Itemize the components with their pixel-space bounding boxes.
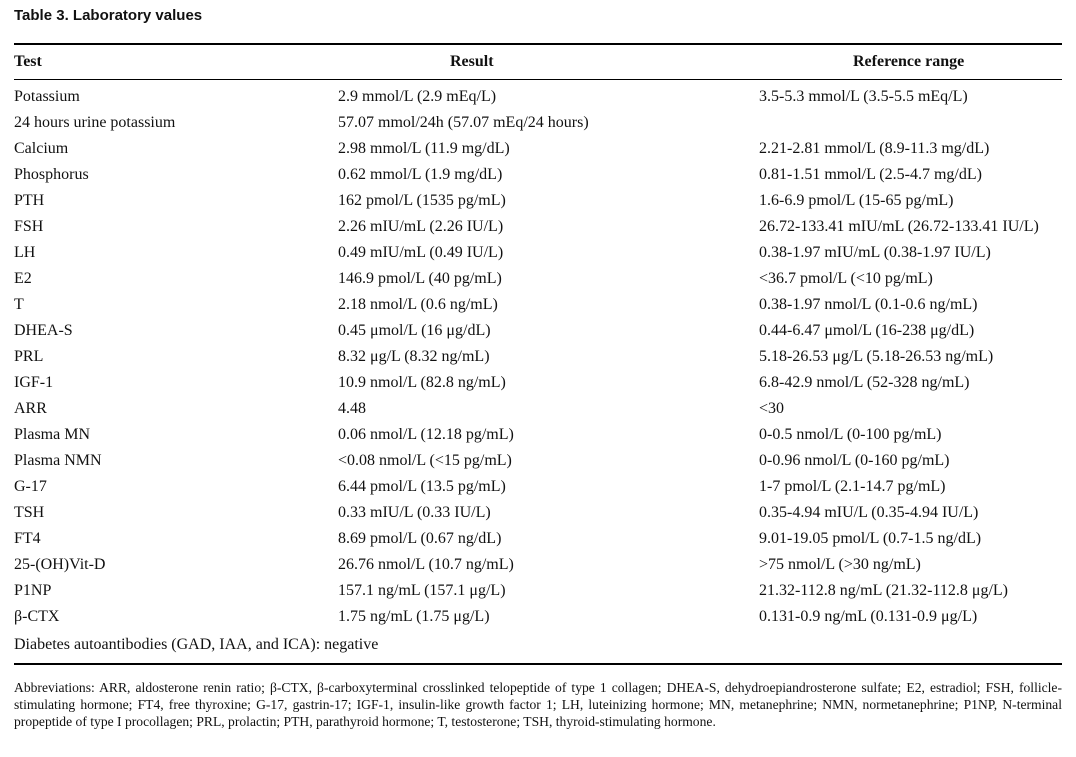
cell-reference-range: 6.8-42.9 nmol/L (52-328 ng/mL) <box>759 374 970 391</box>
column-header-reference-range: Reference range <box>853 53 965 70</box>
cell-result: 2.98 mmol/L (11.9 mg/dL) <box>338 140 510 157</box>
cell-test: FSH <box>14 218 44 235</box>
cell-result: 0.06 nmol/L (12.18 pg/mL) <box>338 426 514 443</box>
cell-result: 2.26 mIU/mL (2.26 IU/L) <box>338 218 504 235</box>
column-header-result: Result <box>450 53 494 70</box>
cell-reference-range: 9.01-19.05 pmol/L (0.7-1.5 ng/dL) <box>759 530 982 547</box>
cell-test: 24 hours urine potassium <box>14 114 176 131</box>
cell-reference-range: >75 nmol/L (>30 ng/mL) <box>759 556 921 573</box>
cell-test: Plasma NMN <box>14 452 102 469</box>
table-row <box>14 476 1076 502</box>
cell-test: G-17 <box>14 478 47 495</box>
table-row <box>14 372 1076 398</box>
cell-reference-range: 0.81-1.51 mmol/L (2.5-4.7 mg/dL) <box>759 166 982 183</box>
cell-result: 10.9 nmol/L (82.8 ng/mL) <box>338 374 506 391</box>
table-row <box>14 502 1076 528</box>
cell-result: 8.32 μg/L (8.32 ng/mL) <box>338 348 490 365</box>
cell-test: β-CTX <box>14 608 60 625</box>
table-row <box>14 320 1076 346</box>
cell-test: DHEA-S <box>14 322 73 339</box>
cell-result: 2.9 mmol/L (2.9 mEq/L) <box>338 88 497 105</box>
cell-reference-range: 0.44-6.47 μmol/L (16-238 μg/dL) <box>759 322 975 339</box>
cell-test: PRL <box>14 348 44 365</box>
cell-result: 6.44 pmol/L (13.5 pg/mL) <box>338 478 506 495</box>
table-top-rule <box>14 43 1062 45</box>
cell-result: 162 pmol/L (1535 pg/mL) <box>338 192 506 209</box>
cell-reference-range: 0.38-1.97 mIU/mL (0.38-1.97 IU/L) <box>759 244 991 261</box>
cell-result: 26.76 nmol/L (10.7 ng/mL) <box>338 556 514 573</box>
table-row <box>14 242 1076 268</box>
cell-reference-range: 0.38-1.97 nmol/L (0.1-0.6 ng/mL) <box>759 296 978 313</box>
table-row <box>14 138 1076 164</box>
cell-test: Phosphorus <box>14 166 89 183</box>
table-row <box>14 164 1076 190</box>
cell-test: 25-(OH)Vit-D <box>14 556 106 573</box>
cell-reference-range: <36.7 pmol/L (<10 pg/mL) <box>759 270 933 287</box>
table-row <box>14 216 1076 242</box>
cell-test: Calcium <box>14 140 69 157</box>
cell-test: FT4 <box>14 530 41 547</box>
cell-result: 0.33 mIU/L (0.33 IU/L) <box>338 504 491 521</box>
cell-reference-range: 1.6-6.9 pmol/L (15-65 pg/mL) <box>759 192 954 209</box>
table-row <box>14 86 1076 112</box>
abbreviations-footnote: Abbreviations: ARR, aldosterone renin ratio; β-CTX, β-carboxyterminal crosslinked telopeptide of type 1 collagen; DHEA-S, dehydroepiandrosterone sulfate; E2, estradiol; FSH, follicle-stimulating hormone; FT4, free thyroxine; G-17, gastrin-17; IGF-1, insulin-like growth factor 1; LH, luteinizing hormone; MN, metanephrine; NMN, normetanephrine; P1NP, N-terminal propeptide of type I procollagen; PRL, prolactin; PTH, parathyroid hormone; T, testosterone; TSH, thyroid-stimulating hormone. <box>14 680 1062 729</box>
cell-reference-range: 21.32-112.8 ng/mL (21.32-112.8 μg/L) <box>759 582 1008 599</box>
cell-reference-range: 1-7 pmol/L (2.1-14.7 pg/mL) <box>759 478 946 495</box>
table-row <box>14 294 1076 320</box>
cell-reference-range: 0-0.96 nmol/L (0-160 pg/mL) <box>759 452 950 469</box>
table-row <box>14 528 1076 554</box>
table-row <box>14 190 1076 216</box>
cell-result: 157.1 ng/mL (157.1 μg/L) <box>338 582 506 599</box>
table-row <box>14 424 1076 450</box>
table-title: Table 3. Laboratory values <box>14 7 203 24</box>
cell-test: P1NP <box>14 582 52 599</box>
cell-test: E2 <box>14 270 32 287</box>
table-row <box>14 346 1076 372</box>
cell-test: TSH <box>14 504 45 521</box>
autoantibodies-note: Diabetes autoantibodies (GAD, IAA, and ICA): negative <box>14 636 379 653</box>
cell-result: 0.45 μmol/L (16 μg/dL) <box>338 322 491 339</box>
table-row <box>14 606 1076 632</box>
cell-result: 0.62 mmol/L (1.9 mg/dL) <box>338 166 503 183</box>
cell-reference-range: 3.5-5.3 mmol/L (3.5-5.5 mEq/L) <box>759 88 968 105</box>
cell-reference-range: 0.35-4.94 mIU/L (0.35-4.94 IU/L) <box>759 504 979 521</box>
cell-test: ARR <box>14 400 47 417</box>
cell-result: 146.9 pmol/L (40 pg/mL) <box>338 270 502 287</box>
column-header-test: Test <box>14 53 42 70</box>
cell-result: 0.49 mIU/mL (0.49 IU/L) <box>338 244 504 261</box>
cell-result: 4.48 <box>338 400 366 417</box>
table-row <box>14 450 1076 476</box>
cell-reference-range: 0.131-0.9 ng/mL (0.131-0.9 μg/L) <box>759 608 978 625</box>
table-row <box>14 580 1076 606</box>
cell-result: 1.75 ng/mL (1.75 μg/L) <box>338 608 490 625</box>
cell-test: PTH <box>14 192 45 209</box>
cell-result: 8.69 pmol/L (0.67 ng/dL) <box>338 530 502 547</box>
cell-reference-range: 2.21-2.81 mmol/L (8.9-11.3 mg/dL) <box>759 140 990 157</box>
cell-test: LH <box>14 244 36 261</box>
cell-test: Plasma MN <box>14 426 90 443</box>
table-row <box>14 268 1076 294</box>
table-row <box>14 398 1076 424</box>
table-bottom-rule <box>14 663 1062 665</box>
cell-test: Potassium <box>14 88 80 105</box>
cell-reference-range: 5.18-26.53 μg/L (5.18-26.53 ng/mL) <box>759 348 994 365</box>
cell-reference-range: 0-0.5 nmol/L (0-100 pg/mL) <box>759 426 942 443</box>
cell-result: 57.07 mmol/24h (57.07 mEq/24 hours) <box>338 114 589 131</box>
cell-reference-range: <30 <box>759 400 785 417</box>
cell-result: 2.18 nmol/L (0.6 ng/mL) <box>338 296 498 313</box>
table-row <box>14 554 1076 580</box>
cell-test: T <box>14 296 24 313</box>
header-rule <box>14 79 1062 80</box>
table-row <box>14 112 1076 138</box>
table-body <box>14 86 1076 632</box>
cell-result: <0.08 nmol/L (<15 pg/mL) <box>338 452 512 469</box>
cell-reference-range: 26.72-133.41 mIU/mL (26.72-133.41 IU/L) <box>759 218 1039 235</box>
cell-test: IGF-1 <box>14 374 54 391</box>
